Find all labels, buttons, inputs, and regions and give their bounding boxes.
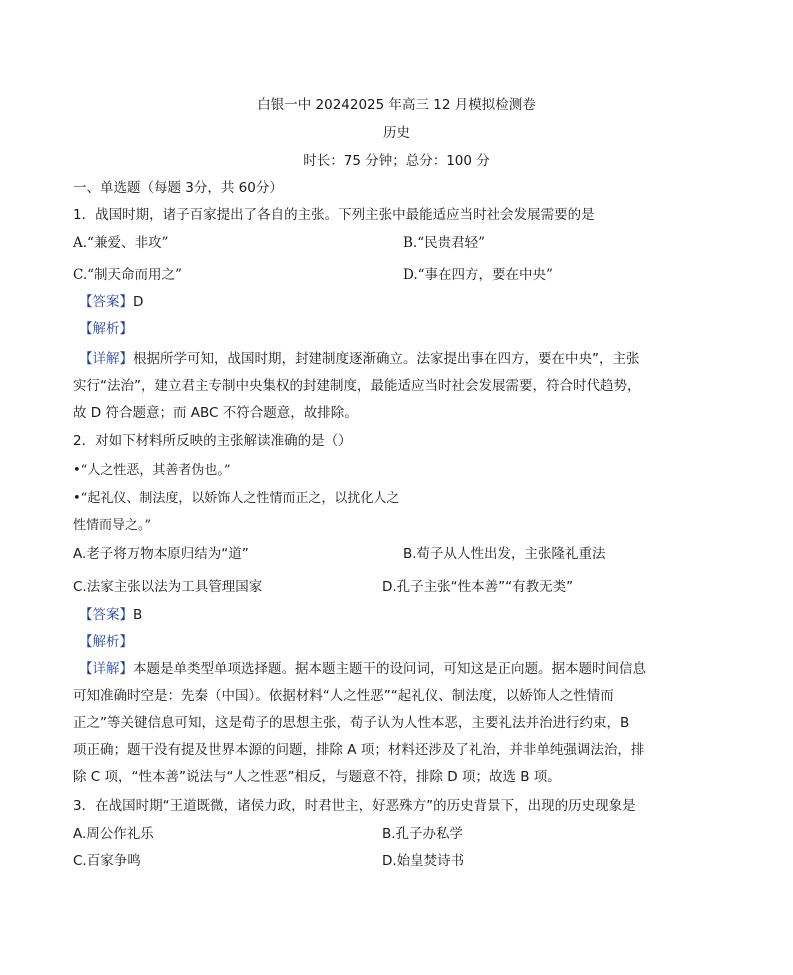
q2-option-c: C.法家主张以法为工具管理国家: [73, 579, 263, 595]
q1-option-c: C.“制天命而用之”: [73, 267, 182, 283]
q3-stem: 3．在战国时期“王道既微，诸侯力政，时君世主，好恶殊方”的历史背景下，出现的历史现象是: [73, 798, 636, 814]
section-heading: 一、单选题（每题 3分，共 60分）: [73, 180, 283, 196]
detail-tag: 【详解】: [79, 661, 133, 677]
q2-detail-line-1: [79, 660, 646, 678]
answer-tag: 【答案】: [79, 607, 133, 623]
answer-value: B: [133, 607, 143, 623]
q3-option-d: D.始皇焚诗书: [382, 853, 465, 869]
q1-detail-line-1: [79, 350, 640, 368]
detail-text: 本题是单类型单项选择题。据本题主题干的设问词，可知这是正向题。据本题时间信息: [133, 661, 646, 677]
q2-material-3: 性情而导之。”: [73, 518, 152, 533]
exam-subject: 历史: [383, 125, 410, 141]
q2-stem: 2．对如下材料所反映的主张解读准确的是（）: [73, 433, 352, 449]
q2-material-2: •“起礼仪、制法度，以娇饰人之性情而正之，以扰化人之: [73, 491, 400, 506]
q2-option-a: A.老子将万物本原归结为“道”: [73, 546, 249, 562]
q2-option-b: B.荀子从人性出发，主张隆礼重法: [403, 546, 606, 562]
q1-option-a: A.“兼爱、非攻”: [73, 235, 169, 251]
detail-text: 根据所学可知，战国时期，封建制度逐渐确立。法家提出事在四方，要在中央”，主张: [133, 351, 640, 367]
q3-option-a: A.周公作礼乐: [73, 826, 154, 842]
q1-answer: [79, 293, 143, 311]
q1-detail-line-2: 实行“法治”，建立君主专制中央集权的封建制度，最能适应当时社会发展需要，符合时代趋势，: [73, 378, 641, 394]
q1-detail-line-3: 故 D 符合题意；而 ABC 不符合题意，故排除。: [73, 405, 358, 421]
detail-tag: 【详解】: [79, 351, 133, 367]
q2-analysis-tag: 【解析】: [79, 634, 133, 650]
answer-tag: 【答案】: [79, 294, 133, 310]
q1-option-b: B.“民贵君轻”: [403, 235, 486, 251]
answer-value: D: [133, 294, 144, 310]
q2-detail-line-3: 正之”等关键信息可知，这是荀子的思想主张，荀子认为人性本恶，主要礼法并治进行约束，B: [73, 715, 630, 731]
exam-title: 白银一中 20242025 年高三 12 月模拟检测卷: [257, 97, 536, 113]
q1-option-d: D.“事在四方，要在中央”: [403, 267, 553, 283]
q2-detail-line-5: 除 C 项，“性本善”说法与“人之性恶”相反，与题意不符，排除 D 项；故选 B 项。: [73, 769, 561, 785]
q1-analysis-tag: 【解析】: [79, 321, 133, 337]
q3-option-c: C.百家争鸣: [73, 853, 141, 869]
q2-option-d: D.孔子主张“性本善”“有教无类”: [382, 579, 574, 595]
q3-option-b: B.孔子办私学: [382, 826, 464, 842]
exam-meta: 时长：75 分钟；总分：100 分: [303, 153, 490, 169]
q2-answer: [79, 606, 142, 624]
q2-detail-line-2: 可知准确时空是：先秦（中国）。依据材料“人之性恶”“起礼仪、制法度，以娇饰人之性情而: [73, 688, 614, 704]
q2-material-1: •“人之性恶，其善者伪也。”: [73, 463, 231, 478]
q2-detail-line-4: 项正确；题干没有提及世界本源的问题，排除 A 项；材料还涉及了礼治，并非单纯强调法治，排: [73, 742, 645, 758]
q1-stem: 1．战国时期，诸子百家提出了各自的主张。下列主张中最能适应当时社会发展需要的是: [73, 207, 595, 223]
